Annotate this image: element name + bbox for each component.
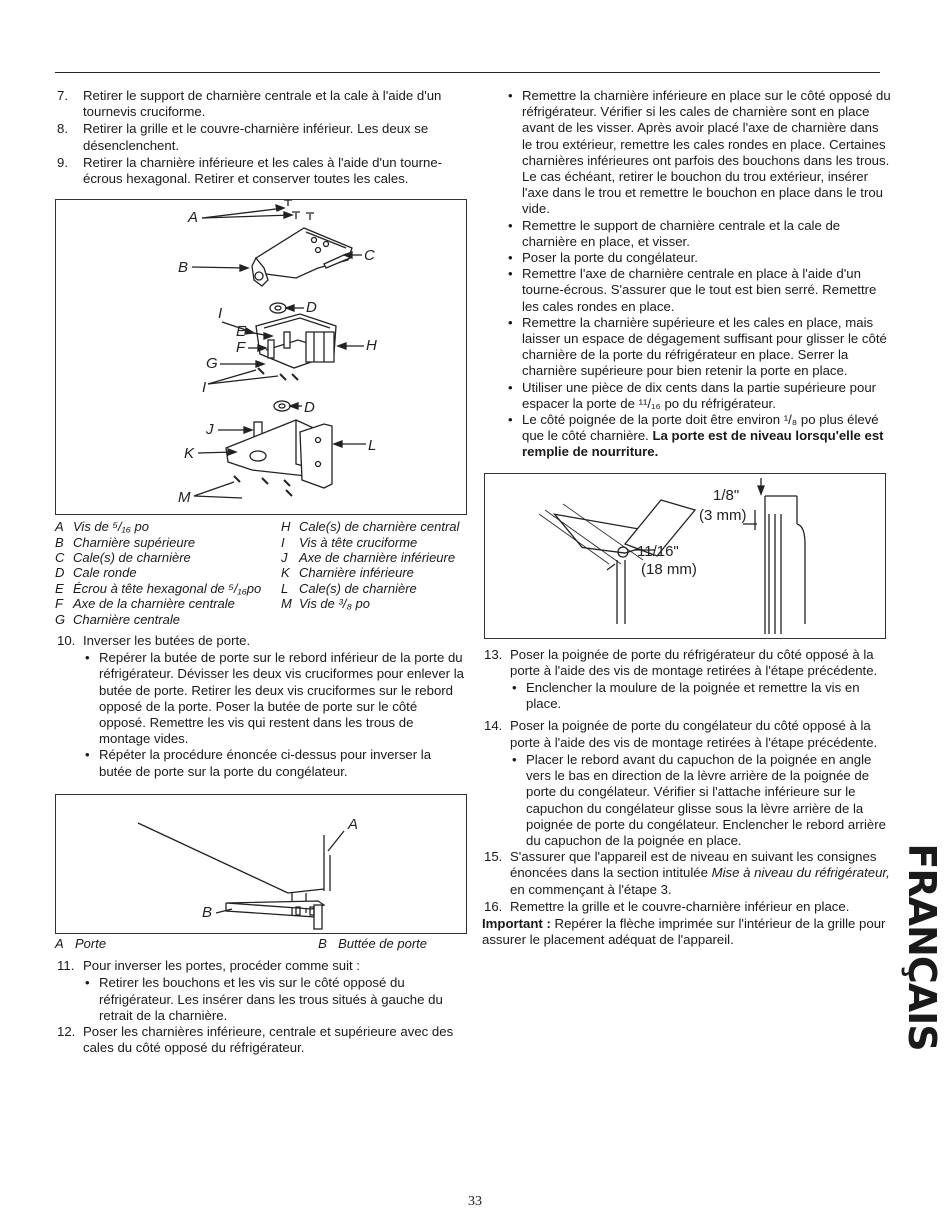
figure2-legend: [55, 936, 467, 952]
bullet-item: • Utiliser une pièce de dix cents dans la partie supérieure pour espacer la porte de ¹¹/₁₆ po du réfrigérateur.: [508, 380, 892, 412]
gap-dimension-side: 11/16": [637, 542, 679, 560]
bullet-item: • Remettre le support de charnière centrale et la cale de charnière en place, et visser.: [508, 218, 892, 250]
legend-item: [281, 535, 471, 550]
legend-item: [281, 581, 471, 596]
bullet-text: Le côté poignée de la porte doit être environ ¹/₈ po plus élevé que le côté charnière.: [522, 412, 879, 444]
label-i-top: I: [218, 305, 223, 323]
right-column: [482, 88, 892, 948]
legend-item: [281, 596, 471, 611]
legend-key: B: [318, 935, 327, 951]
legend-item: [55, 612, 281, 627]
legend-text: Buttée de porte: [338, 935, 427, 951]
bullet-item: • Remettre l'axe de charnière centrale en place à l'aide d'un tourne-écrous. S'assurer que le tout est bien serré. Remettre les cales rondes en place.: [508, 266, 892, 315]
step-text: Retirer le support de charnière centrale et la cale à l'aide d'un tournevis cruciforme.: [83, 88, 442, 120]
legend-item: [55, 596, 281, 611]
step-text: Retirer la grille et le couvre-charnière inférieur. Les deux se désenclenchent.: [83, 121, 429, 153]
legend-text: Cale(s) de charnière: [73, 550, 191, 566]
gap-dimension-top-mm: (3 mm): [699, 506, 747, 524]
legend-key: J: [281, 550, 288, 566]
step-14-bullets: [512, 752, 892, 849]
legend-text: Cale(s) de charnière central: [299, 519, 460, 535]
bullet-item: • Enclencher la moulure de la poignée et remettre la vis en place.: [512, 680, 892, 712]
bullet-item: • Placer le rebord avant du capuchon de la poignée en angle vers le bas en direction de la lèvre arrière de la poignée de porte du congélateur. Vérifier si l'attache inférieure sur le capuchon du congélateur glisse sous la lèvre arrière de la poignée de porte du congélateur. Enclencher le rebord arrière du capuchon de la poignée en place.: [512, 752, 892, 849]
label-g: G: [206, 355, 218, 373]
bullet-item-level: [508, 412, 892, 461]
step-text: Pour inverser les portes, procéder comme suit :: [83, 958, 361, 974]
legend-item: [55, 519, 281, 534]
label-b: B: [178, 259, 189, 277]
legend-key: K: [281, 565, 290, 581]
side-tab-label: FRANÇAIS: [900, 843, 945, 1051]
legend-key: A: [55, 519, 64, 535]
label-h: H: [366, 337, 377, 355]
legend-text: Charnière centrale: [73, 611, 180, 627]
door-stop-diagram: [56, 795, 466, 933]
step-text: [510, 849, 892, 898]
label-f: F: [236, 339, 246, 357]
important-note: [482, 916, 892, 948]
legend-item: [55, 936, 106, 952]
step-12: [55, 1024, 467, 1056]
label-l: L: [368, 437, 377, 455]
label-k: K: [184, 445, 195, 463]
hinge-reinstall-bullets: [508, 88, 892, 461]
gap-dimension-side-mm: (18 mm): [641, 560, 697, 578]
step-9: [55, 155, 467, 187]
label-a: A: [348, 815, 359, 833]
legend-key: C: [55, 550, 65, 566]
legend-key: D: [55, 565, 65, 581]
hinge-diagram: [56, 200, 466, 514]
step-number: 15.: [484, 849, 503, 865]
figure1-legend: [55, 519, 467, 627]
important-text: Repérer la flèche imprimée sur l'intérieur de la grille pour assurer le placement adéquat de l'appareil.: [482, 915, 886, 948]
important-label: Important :: [482, 915, 551, 931]
bullet-emphasis: La porte est de niveau lorsqu'elle est remplie de nourriture.: [522, 428, 884, 460]
door-stop-figure: [55, 794, 467, 934]
legend-col-2: [281, 519, 471, 627]
step-13: [482, 647, 892, 679]
door-gap-diagram: [485, 474, 885, 638]
legend-key: I: [281, 534, 285, 550]
legend-key: F: [55, 596, 63, 612]
step-text: Poser la poignée de porte du réfrigérateur du côté opposé à la porte à l'aide des vis de montage retirées à l'étape précédente.: [510, 646, 878, 678]
bullet-item: • Remettre la charnière supérieure et les cales en place, mais laisser un espace de dégagement suffisant pour glisser le côté charnière de la porte du réfrigérateur en place. Serrer la charnière supérieure pour bien retenir la porte en place.: [508, 315, 892, 380]
legend-item: [55, 581, 281, 596]
label-j: J: [206, 421, 214, 439]
label-c: C: [364, 247, 375, 265]
label-d-bottom: D: [304, 399, 315, 417]
left-column: [55, 88, 467, 1057]
legend-col-1: [55, 519, 281, 627]
legend-key: L: [281, 580, 289, 596]
legend-text: Vis à tête cruciforme: [299, 534, 418, 550]
legend-key: M: [281, 596, 292, 612]
legend-text: Vis de ⁵/₁₆ po: [73, 519, 149, 535]
legend-key: E: [55, 580, 64, 596]
step-number: 7.: [57, 88, 68, 103]
legend-text: Charnière supérieure: [73, 534, 196, 550]
top-rule: [55, 72, 880, 73]
step-number: 13.: [484, 646, 503, 662]
legend-text: Axe de charnière inférieure: [299, 550, 456, 566]
legend-text: Axe de la charnière centrale: [73, 596, 235, 612]
step-16: [482, 899, 892, 915]
legend-item: [318, 936, 427, 952]
hinge-exploded-figure: [55, 199, 467, 515]
step-number: 14.: [484, 718, 503, 734]
legend-item: [55, 535, 281, 550]
step-14: [482, 718, 892, 750]
language-side-tab: [900, 842, 945, 1052]
step-text: Remettre la grille et le couvre-charnière inférieur en place.: [510, 898, 850, 914]
step-11-bullets: [85, 975, 467, 1024]
label-i-bottom: I: [202, 379, 207, 397]
bullet-item: • Poser la porte du congélateur.: [508, 250, 892, 266]
step-10: [55, 633, 467, 649]
legend-text: Vis de ³/₈ po: [299, 596, 370, 612]
step-11: [55, 958, 467, 974]
step-number: 12.: [57, 1023, 76, 1039]
legend-key: A: [55, 935, 64, 951]
legend-text: Porte: [75, 935, 107, 951]
bullet-item: • Répéter la procédure énoncée ci-dessus pour inverser la butée de porte sur la porte du congélateur.: [85, 747, 467, 779]
bullet-item: • Remettre la charnière inférieure en place sur le côté opposé du réfrigérateur. Vérifier si les cales de charnière sont en place avant de les visser. Après avoir placé l'axe de charnière dans le trou extérieur, remettre les cales rondes en place. Certaines charnières inférieures ont parfois des bouchons dans les trous. Le cas échéant, retirer le bouchon du trou extérieur, insérer l'axe dans le trou et remettre le bouchon en place dans le trou vide.: [508, 88, 892, 218]
step-7: [55, 88, 467, 120]
step-13-bullets: [512, 680, 892, 712]
legend-key: B: [55, 534, 64, 550]
label-b: B: [202, 903, 213, 921]
step-10-bullets: [85, 650, 467, 780]
legend-item: [55, 565, 281, 580]
step-15: [482, 849, 892, 898]
step-number: 11.: [57, 958, 75, 974]
door-gap-figure: [484, 473, 886, 639]
step-text: Poser les charnières inférieure, centrale et supérieure avec des cales du côté opposé du réfrigérateur.: [83, 1023, 454, 1056]
legend-text: Charnière inférieure: [299, 565, 414, 581]
legend-key: H: [281, 519, 291, 535]
step-number: 8.: [57, 121, 68, 137]
step-text-part: en commençant à l'étape 3.: [510, 881, 672, 897]
legend-text: Cale(s) de charnière: [299, 580, 417, 596]
legend-text: Cale ronde: [73, 565, 137, 581]
step-number: 10.: [57, 633, 76, 649]
legend-item: [281, 550, 471, 565]
section-reference: Mise à niveau du réfrigérateur,: [711, 865, 890, 881]
legend-item: [281, 565, 471, 580]
page-number: 33: [468, 1194, 482, 1209]
legend-key: G: [55, 611, 66, 627]
legend-text: Écrou à tête hexagonal de ⁵/₁₆po: [73, 580, 262, 596]
label-a: A: [188, 209, 199, 227]
label-e: E: [236, 323, 247, 341]
label-m: M: [178, 489, 191, 507]
gap-dimension-top: 1/8": [713, 486, 740, 504]
step-number: 16.: [484, 898, 503, 914]
step-number: 9.: [57, 154, 68, 170]
step-8: [55, 121, 467, 153]
step-text: Inverser les butées de porte.: [83, 633, 251, 649]
label-d-top: D: [306, 299, 317, 317]
bullet-item: • Repérer la butée de porte sur le rebord inférieur de la porte du réfrigérateur. Dévisser les deux vis cruciformes pour enlever la butée de porte. Retirer les deux vis cruciformes sur le rebord opposé de la porte. Poser la butée de porte sur le côté opposé. Remettre les vis qui restent dans les trous de montage vides.: [85, 650, 467, 747]
legend-item: [55, 550, 281, 565]
step-text: Poser la poignée de porte du congélateur du côté opposé à la porte à l'aide des vis de montage retirées à l'étape précédente.: [510, 718, 878, 750]
step-text: Retirer la charnière inférieure et les cales à l'aide d'un tourne-écrous hexagonal. Retirer et conserver toutes les cales.: [83, 154, 443, 187]
bullet-item: • Retirer les bouchons et les vis sur le côté opposé du réfrigérateur. Les insérer dans les trous situés à gauche du retrait de la charnière.: [85, 975, 467, 1024]
legend-item: [281, 519, 471, 534]
step-text-part: S'assurer que l'appareil est de niveau en suivant les consignes énoncées dans la section intitulée: [510, 849, 877, 881]
